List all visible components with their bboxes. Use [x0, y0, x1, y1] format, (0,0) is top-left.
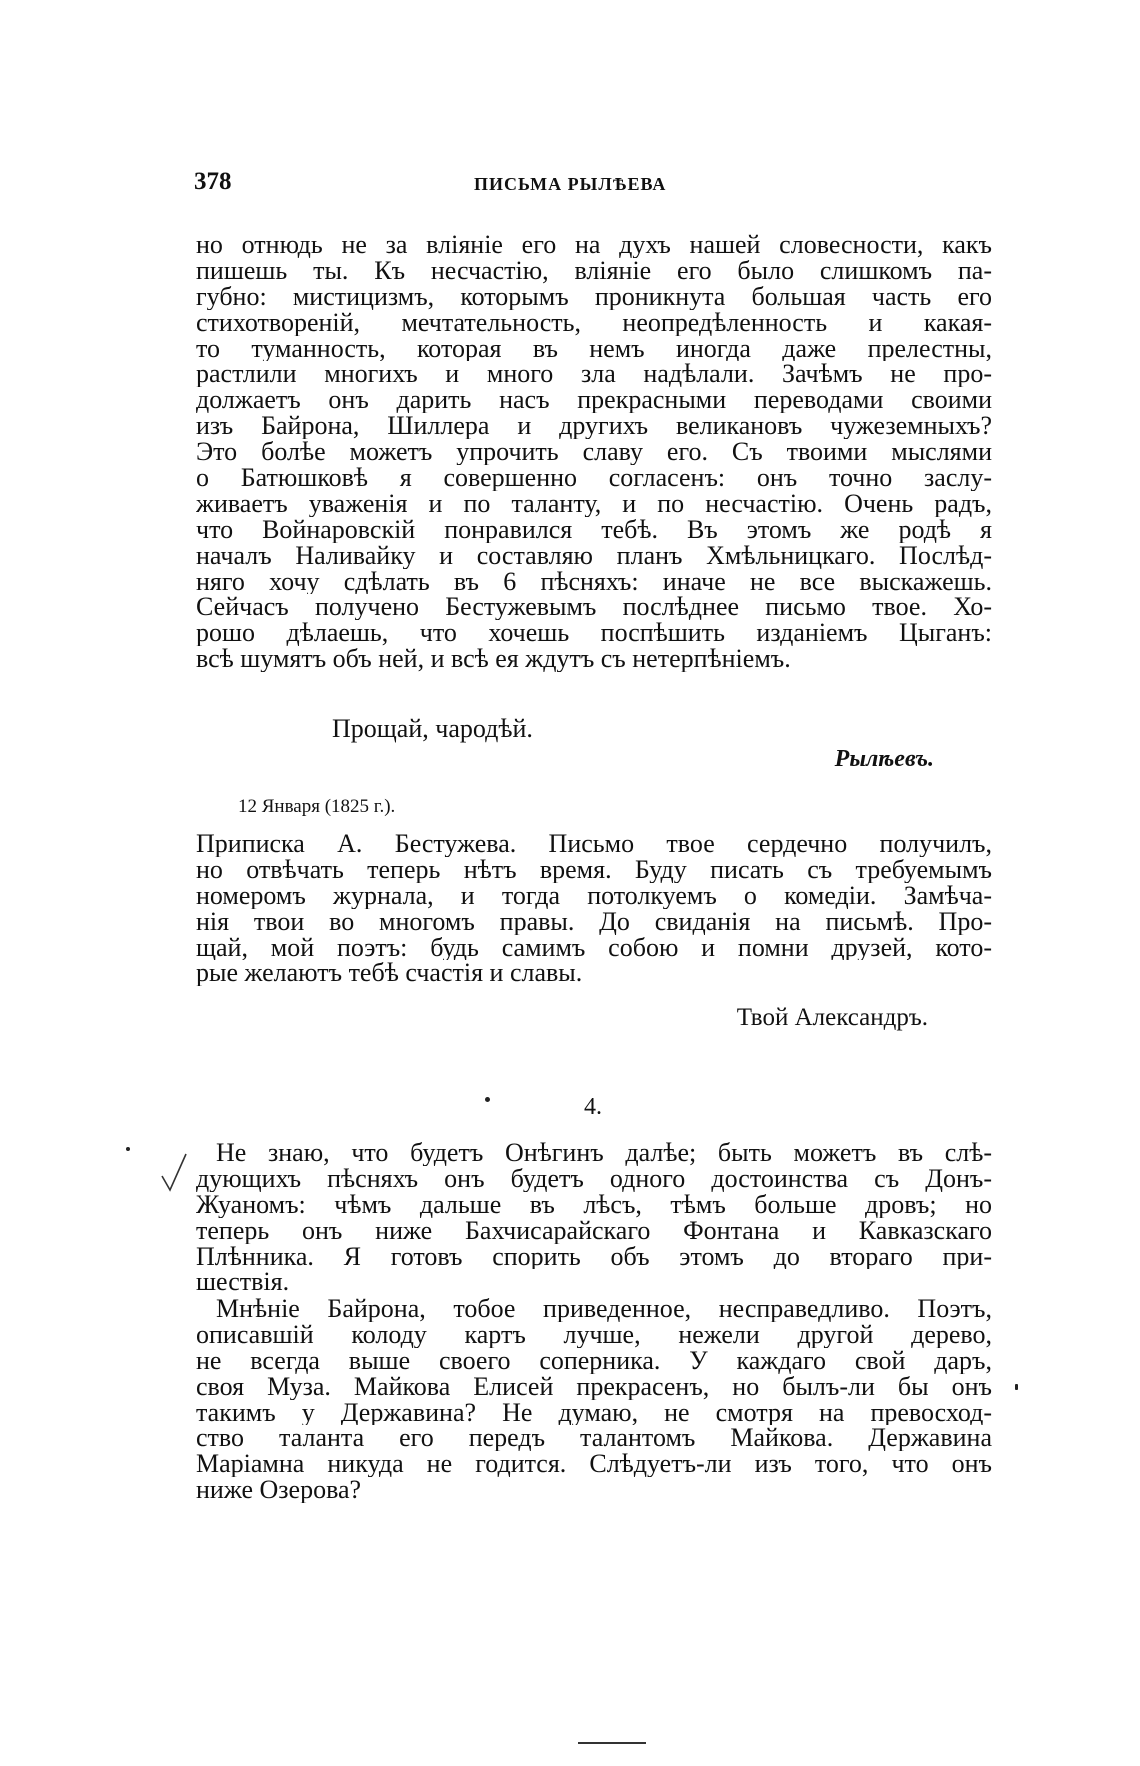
margin-check-icon	[158, 1150, 198, 1198]
text-line: щай, мой поэтъ: будь самимъ собою и помни друзей, кото-	[196, 934, 992, 961]
text-line: стихотвореній, мечтательность, неопредѣленность и какая-	[196, 309, 992, 336]
text-line: Плѣнника. Я готовъ спорить объ этомъ до втораго при-	[196, 1243, 992, 1270]
text-line: то туманность, которая въ немъ иногда даже прелестны,	[196, 335, 992, 362]
running-title: ПИСЬМА РЫЛѢЕВА	[474, 174, 667, 194]
text-line: рошо дѣлаешь, что хочешь поспѣшить изданіемъ Цыганъ:	[196, 620, 992, 647]
postscript-text	[196, 831, 992, 986]
text-line: нія твои во многомъ правы. До свиданія на письмѣ. Про-	[196, 908, 992, 935]
text-line: должаетъ онъ дарить насъ прекрасными переводами своими	[196, 387, 992, 414]
text-line: растлили многихъ и много зла надѣлали. Зачѣмъ не про-	[196, 361, 992, 388]
text-line: такимъ у Державина? Не думаю, не смотря на превосход-	[196, 1399, 992, 1426]
text-line: шествія.	[196, 1269, 290, 1296]
text-line: своя Муза. Майкова Елисей прекрасенъ, но былъ-ли бы онъ	[196, 1373, 992, 1400]
text-line: пишешь ты. Къ несчастію, вліяніе его было слишкомъ па-	[196, 257, 992, 284]
text-line: Приписка А. Бестужева. Письмо твое сердечно получилъ,	[196, 831, 992, 857]
text-line: ниже Озерова?	[196, 1477, 362, 1504]
text-line: Мнѣніе Байрона, тобое приведенное, несправедливо. Поэтъ,	[216, 1296, 992, 1322]
text-line: губно: мистицизмъ, которымъ проникнута большая часть его	[196, 283, 992, 310]
letter-body-text	[196, 232, 992, 672]
text-line: Это болѣе можетъ упрочить славу его. Съ твоими мыслями	[196, 439, 992, 466]
text-line: живаетъ уваженія и по таланту, и по несчастію. Очень радъ,	[196, 490, 992, 517]
letter4-paragraph-1	[196, 1140, 992, 1295]
text-line: Жуаномъ: чѣмъ дальше въ лѣсъ, тѣмъ больше дровъ; но	[196, 1191, 992, 1218]
text-line: дующихъ пѣсняхъ онъ будетъ одного достоинства съ Донъ-	[196, 1165, 992, 1192]
text-line: номеромъ журнала, и тогда потолкуемъ о комедіи. Замѣча-	[196, 882, 992, 909]
stray-dot-mark	[485, 1097, 490, 1102]
letter-salutation: Прощай, чародѣй.	[332, 714, 533, 743]
letter4-paragraph-2	[196, 1296, 992, 1503]
text-line: описавшій колоду картъ лучше, нежели другой дерево,	[196, 1321, 992, 1348]
text-line: но отвѣчать теперь нѣтъ время. Буду писать съ требуемымъ	[196, 856, 992, 883]
margin-dot-mark	[126, 1147, 130, 1151]
text-line: рые желаютъ тебѣ счастія и славы.	[196, 960, 583, 987]
text-line: не всегда выше своего соперника. У каждаго свой даръ,	[196, 1347, 992, 1374]
text-line: ство таланта его передъ талантомъ Майкова. Державина	[196, 1425, 992, 1452]
text-line: что Войнаровскій понравился тебѣ. Въ этомъ же родѣ я	[196, 516, 992, 543]
text-line: о Батюшковѣ я совершенно согласенъ: онъ точно заслу-	[196, 465, 992, 491]
margin-tick-mark	[1015, 1384, 1018, 1390]
text-line: всѣ шумятъ объ ней, и всѣ ея ждутъ съ нетерпѣніемъ.	[196, 646, 791, 673]
text-line: няго хочу сдѣлать въ 6 пѣсняхъ: иначе не все выскажешь.	[196, 568, 992, 595]
text-line: теперь онъ ниже Бахчисарайскаго Фонтана и Кавказскаго	[196, 1217, 992, 1244]
section-number: 4.	[584, 1094, 602, 1120]
letter-date: 12 Января (1825 г.).	[238, 796, 396, 817]
text-line: но отнюдь не за вліяніе его на духъ нашей словесности, какъ	[196, 232, 992, 258]
postscript-signature: Твой Александръ.	[736, 1004, 928, 1031]
text-line: Сейчасъ получено Бестужевымъ послѣднее письмо твое. Хо-	[196, 594, 992, 621]
text-line: началъ Наливайку и составляю планъ Хмѣльницкаго. Послѣд-	[196, 542, 992, 569]
text-line: Маріамна никуда не годится. Слѣдуетъ-ли изъ того, что онъ	[196, 1451, 992, 1478]
text-line: Не знаю, что будетъ Онѣгинъ далѣе; быть можетъ въ слѣ-	[216, 1140, 992, 1166]
footer-rule	[578, 1742, 646, 1744]
page-number: 378	[194, 168, 232, 195]
letter-signature: Рылѣевъ.	[834, 746, 934, 772]
text-line: изъ Байрона, Шиллера и другихъ великановъ чужеземныхъ?	[196, 413, 992, 440]
